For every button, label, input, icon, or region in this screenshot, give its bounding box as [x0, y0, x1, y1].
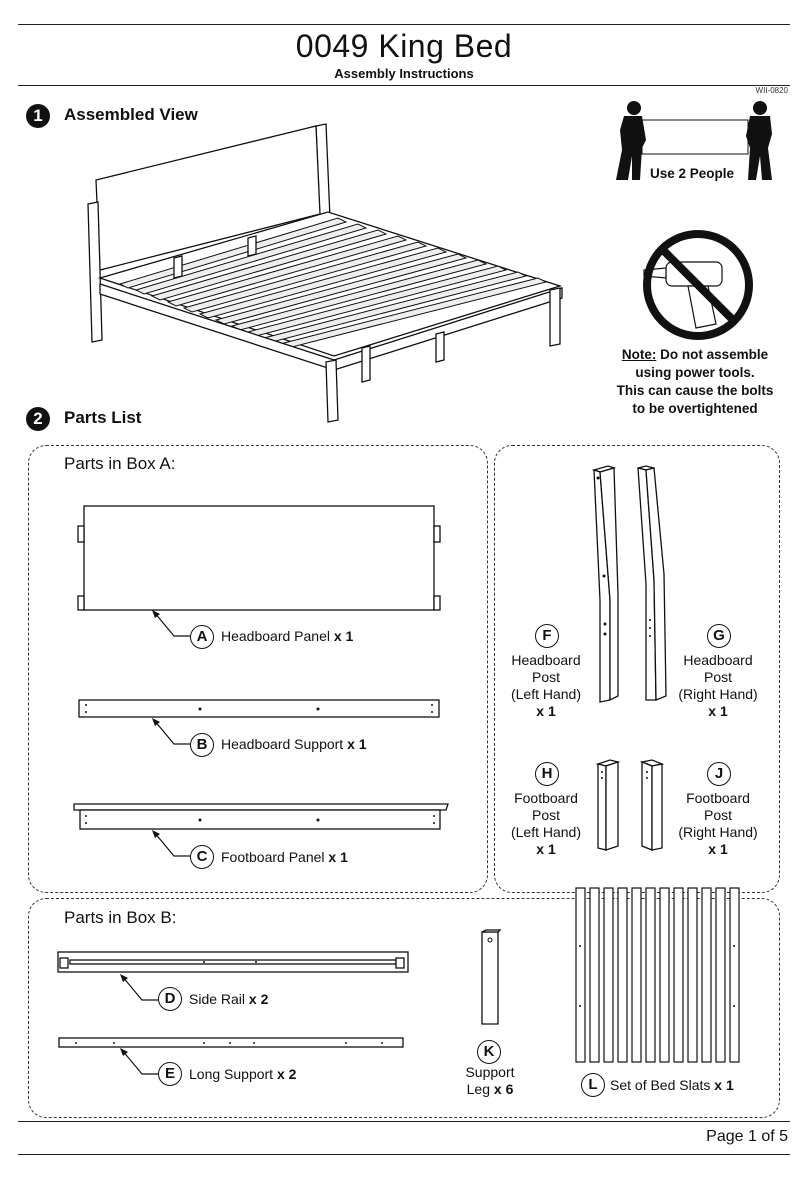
assembled-bed-drawing [80, 108, 580, 428]
part-c-name: Footboard Panel [221, 849, 325, 865]
note-label: Note: [621, 347, 657, 362]
part-g-line-2: Post [703, 669, 732, 685]
support-leg-drawing [478, 928, 504, 1028]
part-e-label [189, 1066, 296, 1082]
headboard-support-drawing [78, 699, 440, 719]
part-b-label [221, 736, 367, 752]
part-h-line-2: Post [531, 807, 560, 823]
leader-c [150, 830, 194, 860]
part-l-qty: x 1 [714, 1077, 734, 1093]
use-two-people-label: Use 2 People [650, 166, 735, 181]
note-line-4: to be overtightened [632, 401, 758, 416]
part-g-line-1: Headboard [683, 652, 753, 668]
part-c-label [221, 849, 348, 865]
part-f-badge: F [535, 624, 559, 648]
part-f-line-3: (Left Hand) [510, 686, 582, 702]
note-line-1: Do not assemble [660, 347, 769, 362]
headboard-panel-drawing [78, 504, 444, 610]
part-g-line-3: (Right Hand) [678, 686, 758, 702]
part-b-qty: x 1 [347, 736, 367, 752]
headboard-post-right-drawing [634, 464, 668, 704]
part-k-line-2-wrap [450, 1081, 530, 1098]
part-j-line-3: (Right Hand) [678, 824, 758, 840]
part-d-name: Side Rail [189, 991, 246, 1007]
part-j-line-2: Post [703, 807, 732, 823]
part-b-badge: B [190, 733, 214, 757]
part-h-badge: H [535, 762, 559, 786]
no-power-tools-icon [638, 228, 758, 344]
part-l-label [610, 1077, 734, 1093]
leader-e [118, 1048, 162, 1078]
part-l-name: Set of Bed Slats [610, 1077, 711, 1093]
footer-bottom-rule [18, 1154, 790, 1155]
part-g-label [670, 652, 766, 720]
part-a-qty: x 1 [333, 628, 354, 644]
part-g-badge: G [707, 624, 731, 648]
leader-b [150, 718, 194, 748]
part-f-qty: x 1 [536, 703, 556, 719]
part-k-label [450, 1064, 530, 1098]
part-e-qty: x 2 [276, 1066, 297, 1082]
part-c-badge: C [190, 845, 214, 869]
assembled-view-heading: Assembled View [64, 105, 198, 124]
part-d-qty: x 2 [248, 991, 269, 1007]
doc-code: WII-0820 [755, 86, 788, 95]
box-a-label: Parts in Box A: [64, 454, 176, 473]
part-k-qty: x 6 [493, 1081, 514, 1097]
part-a-label [221, 628, 353, 644]
part-h-label [498, 790, 594, 858]
part-j-badge: J [707, 762, 731, 786]
headboard-post-left-drawing [590, 464, 620, 704]
part-b-name: Headboard Support [221, 736, 344, 752]
page-title: 0049 King Bed [295, 28, 513, 64]
part-a-name: Headboard Panel [221, 628, 330, 644]
part-l-badge: L [581, 1073, 605, 1097]
side-rail-drawing [56, 950, 412, 974]
page-subtitle: Assembly Instructions [334, 66, 474, 81]
part-e-badge: E [158, 1062, 182, 1086]
footboard-post-right-drawing [640, 758, 664, 854]
part-a-badge: A [190, 625, 214, 649]
header-rule [18, 85, 790, 86]
note-line-2: using power tools. [635, 365, 755, 380]
part-d-badge: D [158, 987, 182, 1011]
parts-list-heading: Parts List [64, 408, 142, 427]
note-line-3: This can cause the bolts [616, 383, 774, 398]
power-tools-note [600, 346, 790, 418]
bed-slats-drawing [574, 886, 746, 1064]
page-number: Page 1 of 5 [706, 1128, 788, 1145]
step-2-badge: 2 [26, 407, 50, 431]
part-j-line-1: Footboard [686, 790, 750, 806]
leader-d [118, 974, 162, 1004]
part-f-line-1: Headboard [511, 652, 581, 668]
part-j-qty: x 1 [708, 841, 728, 857]
footer-top-rule [18, 1121, 790, 1122]
part-e-name: Long Support [189, 1066, 274, 1082]
part-h-line-1: Footboard [514, 790, 578, 806]
leader-a [150, 610, 194, 640]
box-b-label: Parts in Box B: [64, 908, 177, 927]
step-1-badge: 1 [26, 104, 50, 128]
part-c-qty: x 1 [328, 849, 348, 865]
part-k-line-1: Support [465, 1064, 515, 1080]
part-f-line-2: Post [531, 669, 560, 685]
part-f-label [498, 652, 594, 720]
part-h-line-3: (Left Hand) [510, 824, 582, 840]
part-k-badge: K [477, 1040, 501, 1064]
part-k-line-2: Leg [466, 1081, 490, 1097]
part-j-label [670, 790, 766, 858]
long-support-drawing [58, 1037, 404, 1049]
part-d-label [189, 991, 268, 1007]
footboard-post-left-drawing [596, 758, 620, 854]
footboard-panel-drawing [72, 802, 450, 830]
part-h-qty: x 1 [536, 841, 556, 857]
top-rule [18, 24, 790, 25]
part-g-qty: x 1 [708, 703, 728, 719]
